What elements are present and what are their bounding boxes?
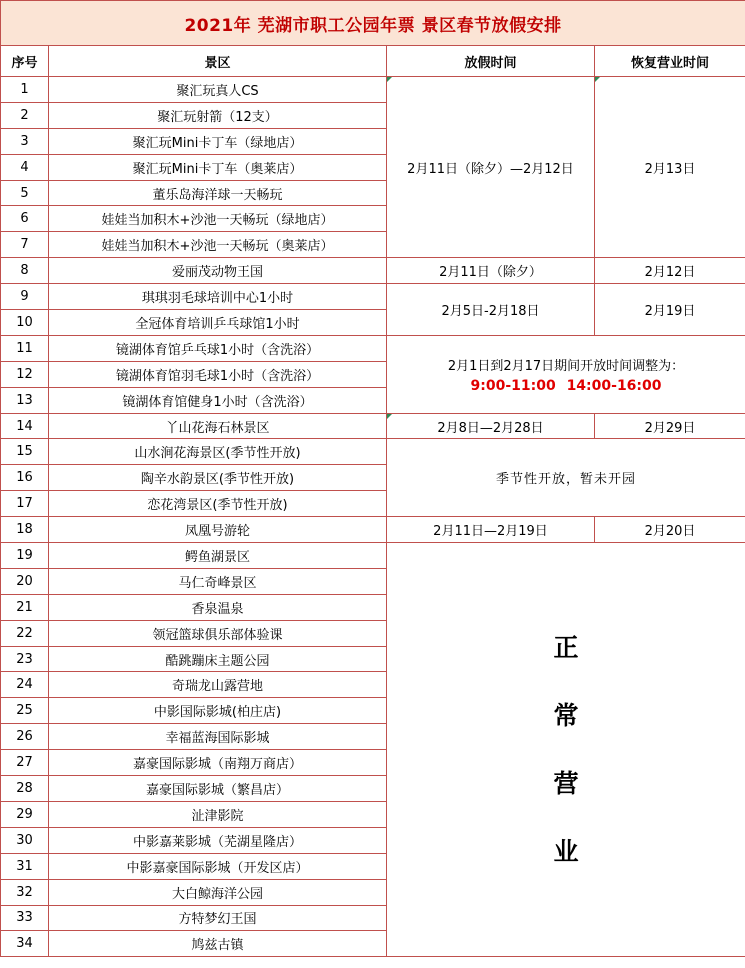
table-row (1, 517, 745, 543)
row-index: 28 (1, 776, 49, 802)
venue-name: 领冠篮球俱乐部体验课 (49, 620, 387, 646)
row-index: 27 (1, 750, 49, 776)
row-index: 23 (1, 646, 49, 672)
venue-name: 凤凰号游轮 (49, 517, 387, 543)
row-index: 26 (1, 724, 49, 750)
venue-name: 幸福蓝海国际影城 (49, 724, 387, 750)
venue-name: 中影国际影城(柏庄店) (49, 698, 387, 724)
header-resume: 恢复营业时间 (595, 46, 745, 77)
row-index: 33 (1, 905, 49, 931)
venue-name: 酷跳蹦床主题公园 (49, 646, 387, 672)
venue-name: 董乐岛海洋球一天畅玩 (49, 180, 387, 206)
holiday-period: 2月11日（除夕）—2月12日 (387, 77, 595, 258)
row-index: 29 (1, 801, 49, 827)
row-index: 22 (1, 620, 49, 646)
holiday-period: 2月8日—2月28日 (387, 413, 595, 439)
row-index: 19 (1, 543, 49, 569)
table-row (1, 335, 745, 361)
row-index: 11 (1, 335, 49, 361)
venue-name: 聚汇玩Mini卡丁车（奥莱店） (49, 154, 387, 180)
venue-name: 陶辛水韵景区(季节性开放) (49, 465, 387, 491)
venue-name: 嘉豪国际影城（繁昌店） (49, 776, 387, 802)
header-holiday: 放假时间 (387, 46, 595, 77)
row-index: 34 (1, 931, 49, 957)
venue-name: 全冠体育培训乒乓球馆1小时 (49, 310, 387, 336)
row-index: 15 (1, 439, 49, 465)
venue-name: 奇瑞龙山露营地 (49, 672, 387, 698)
table-row (1, 284, 745, 310)
row-index: 10 (1, 310, 49, 336)
venue-name: 聚汇玩Mini卡丁车（绿地店） (49, 128, 387, 154)
table-row (1, 258, 745, 284)
venue-name: 沚津影院 (49, 801, 387, 827)
row-index: 9 (1, 284, 49, 310)
resume-date: 2月20日 (595, 517, 745, 543)
resume-date: 2月12日 (595, 258, 745, 284)
row-index: 8 (1, 258, 49, 284)
table-row (1, 413, 745, 439)
row-index: 12 (1, 361, 49, 387)
row-index: 31 (1, 853, 49, 879)
venue-name: 琪琪羽毛球培训中心1小时 (49, 284, 387, 310)
resume-date: 2月19日 (595, 284, 745, 336)
venue-name: 马仁奇峰景区 (49, 568, 387, 594)
row-index: 24 (1, 672, 49, 698)
normal-operation-notice (387, 543, 745, 957)
table-row (1, 439, 745, 465)
row-index: 6 (1, 206, 49, 232)
venue-name: 镜湖体育馆乒乓球1小时（含洗浴） (49, 335, 387, 361)
seasonal-notice: 季节性开放，暂未开园 (387, 439, 745, 517)
venue-name: 镜湖体育馆健身1小时（含洗浴） (49, 387, 387, 413)
venue-name: 方特梦幻王国 (49, 905, 387, 931)
venue-name: 娃娃当加积木+沙池一天畅玩（奥莱店） (49, 232, 387, 258)
venue-name: 爱丽茂动物王国 (49, 258, 387, 284)
header-index: 序号 (1, 46, 49, 77)
venue-name: 嘉豪国际影城（南翔万商店） (49, 750, 387, 776)
venue-name: 丫山花海石林景区 (49, 413, 387, 439)
venue-name: 香泉温泉 (49, 594, 387, 620)
venue-name: 聚汇玩真人CS (49, 77, 387, 103)
row-index: 4 (1, 154, 49, 180)
row-index: 18 (1, 517, 49, 543)
venue-name: 鳄鱼湖景区 (49, 543, 387, 569)
adjusted-hours: 9:00-11:00 14:00-16:00 (470, 377, 662, 394)
notice-text: 2月1日到2月17日期间开放时间调整为： (447, 358, 685, 374)
page-title: 2021年 芜湖市职工公园年票 景区春节放假安排 (1, 1, 745, 46)
resume-date: 2月13日 (595, 77, 745, 258)
holiday-period: 2月11日（除夕） (387, 258, 595, 284)
hours-adjustment-notice (387, 335, 745, 413)
row-index: 1 (1, 77, 49, 103)
venue-name: 恋花湾景区(季节性开放) (49, 491, 387, 517)
header-venue: 景区 (49, 46, 387, 77)
row-index: 21 (1, 594, 49, 620)
table-row (1, 77, 745, 103)
row-index: 5 (1, 180, 49, 206)
holiday-period: 2月11日—2月19日 (387, 517, 595, 543)
venue-name: 大白鲸海洋公园 (49, 879, 387, 905)
venue-name: 镜湖体育馆羽毛球1小时（含洗浴） (49, 361, 387, 387)
row-index: 13 (1, 387, 49, 413)
row-index: 14 (1, 413, 49, 439)
row-index: 16 (1, 465, 49, 491)
row-index: 7 (1, 232, 49, 258)
row-index: 30 (1, 827, 49, 853)
venue-name: 山水涧花海景区(季节性开放) (49, 439, 387, 465)
venue-name: 中影嘉豪国际影城（开发区店） (49, 853, 387, 879)
venue-name: 聚汇玩射箭（12支） (49, 102, 387, 128)
row-index: 25 (1, 698, 49, 724)
row-index: 32 (1, 879, 49, 905)
holiday-period: 2月5日-2月18日 (387, 284, 595, 336)
normal-operation-text: 正常营业 (553, 632, 579, 866)
venue-name: 中影嘉莱影城（芜湖星隆店） (49, 827, 387, 853)
row-index: 3 (1, 128, 49, 154)
resume-date: 2月29日 (595, 413, 745, 439)
venue-name: 鸠兹古镇 (49, 931, 387, 957)
row-index: 17 (1, 491, 49, 517)
row-index: 2 (1, 102, 49, 128)
row-index: 20 (1, 568, 49, 594)
header-row (1, 46, 745, 77)
venue-name: 娃娃当加积木+沙池一天畅玩（绿地店） (49, 206, 387, 232)
table-row (1, 543, 745, 569)
